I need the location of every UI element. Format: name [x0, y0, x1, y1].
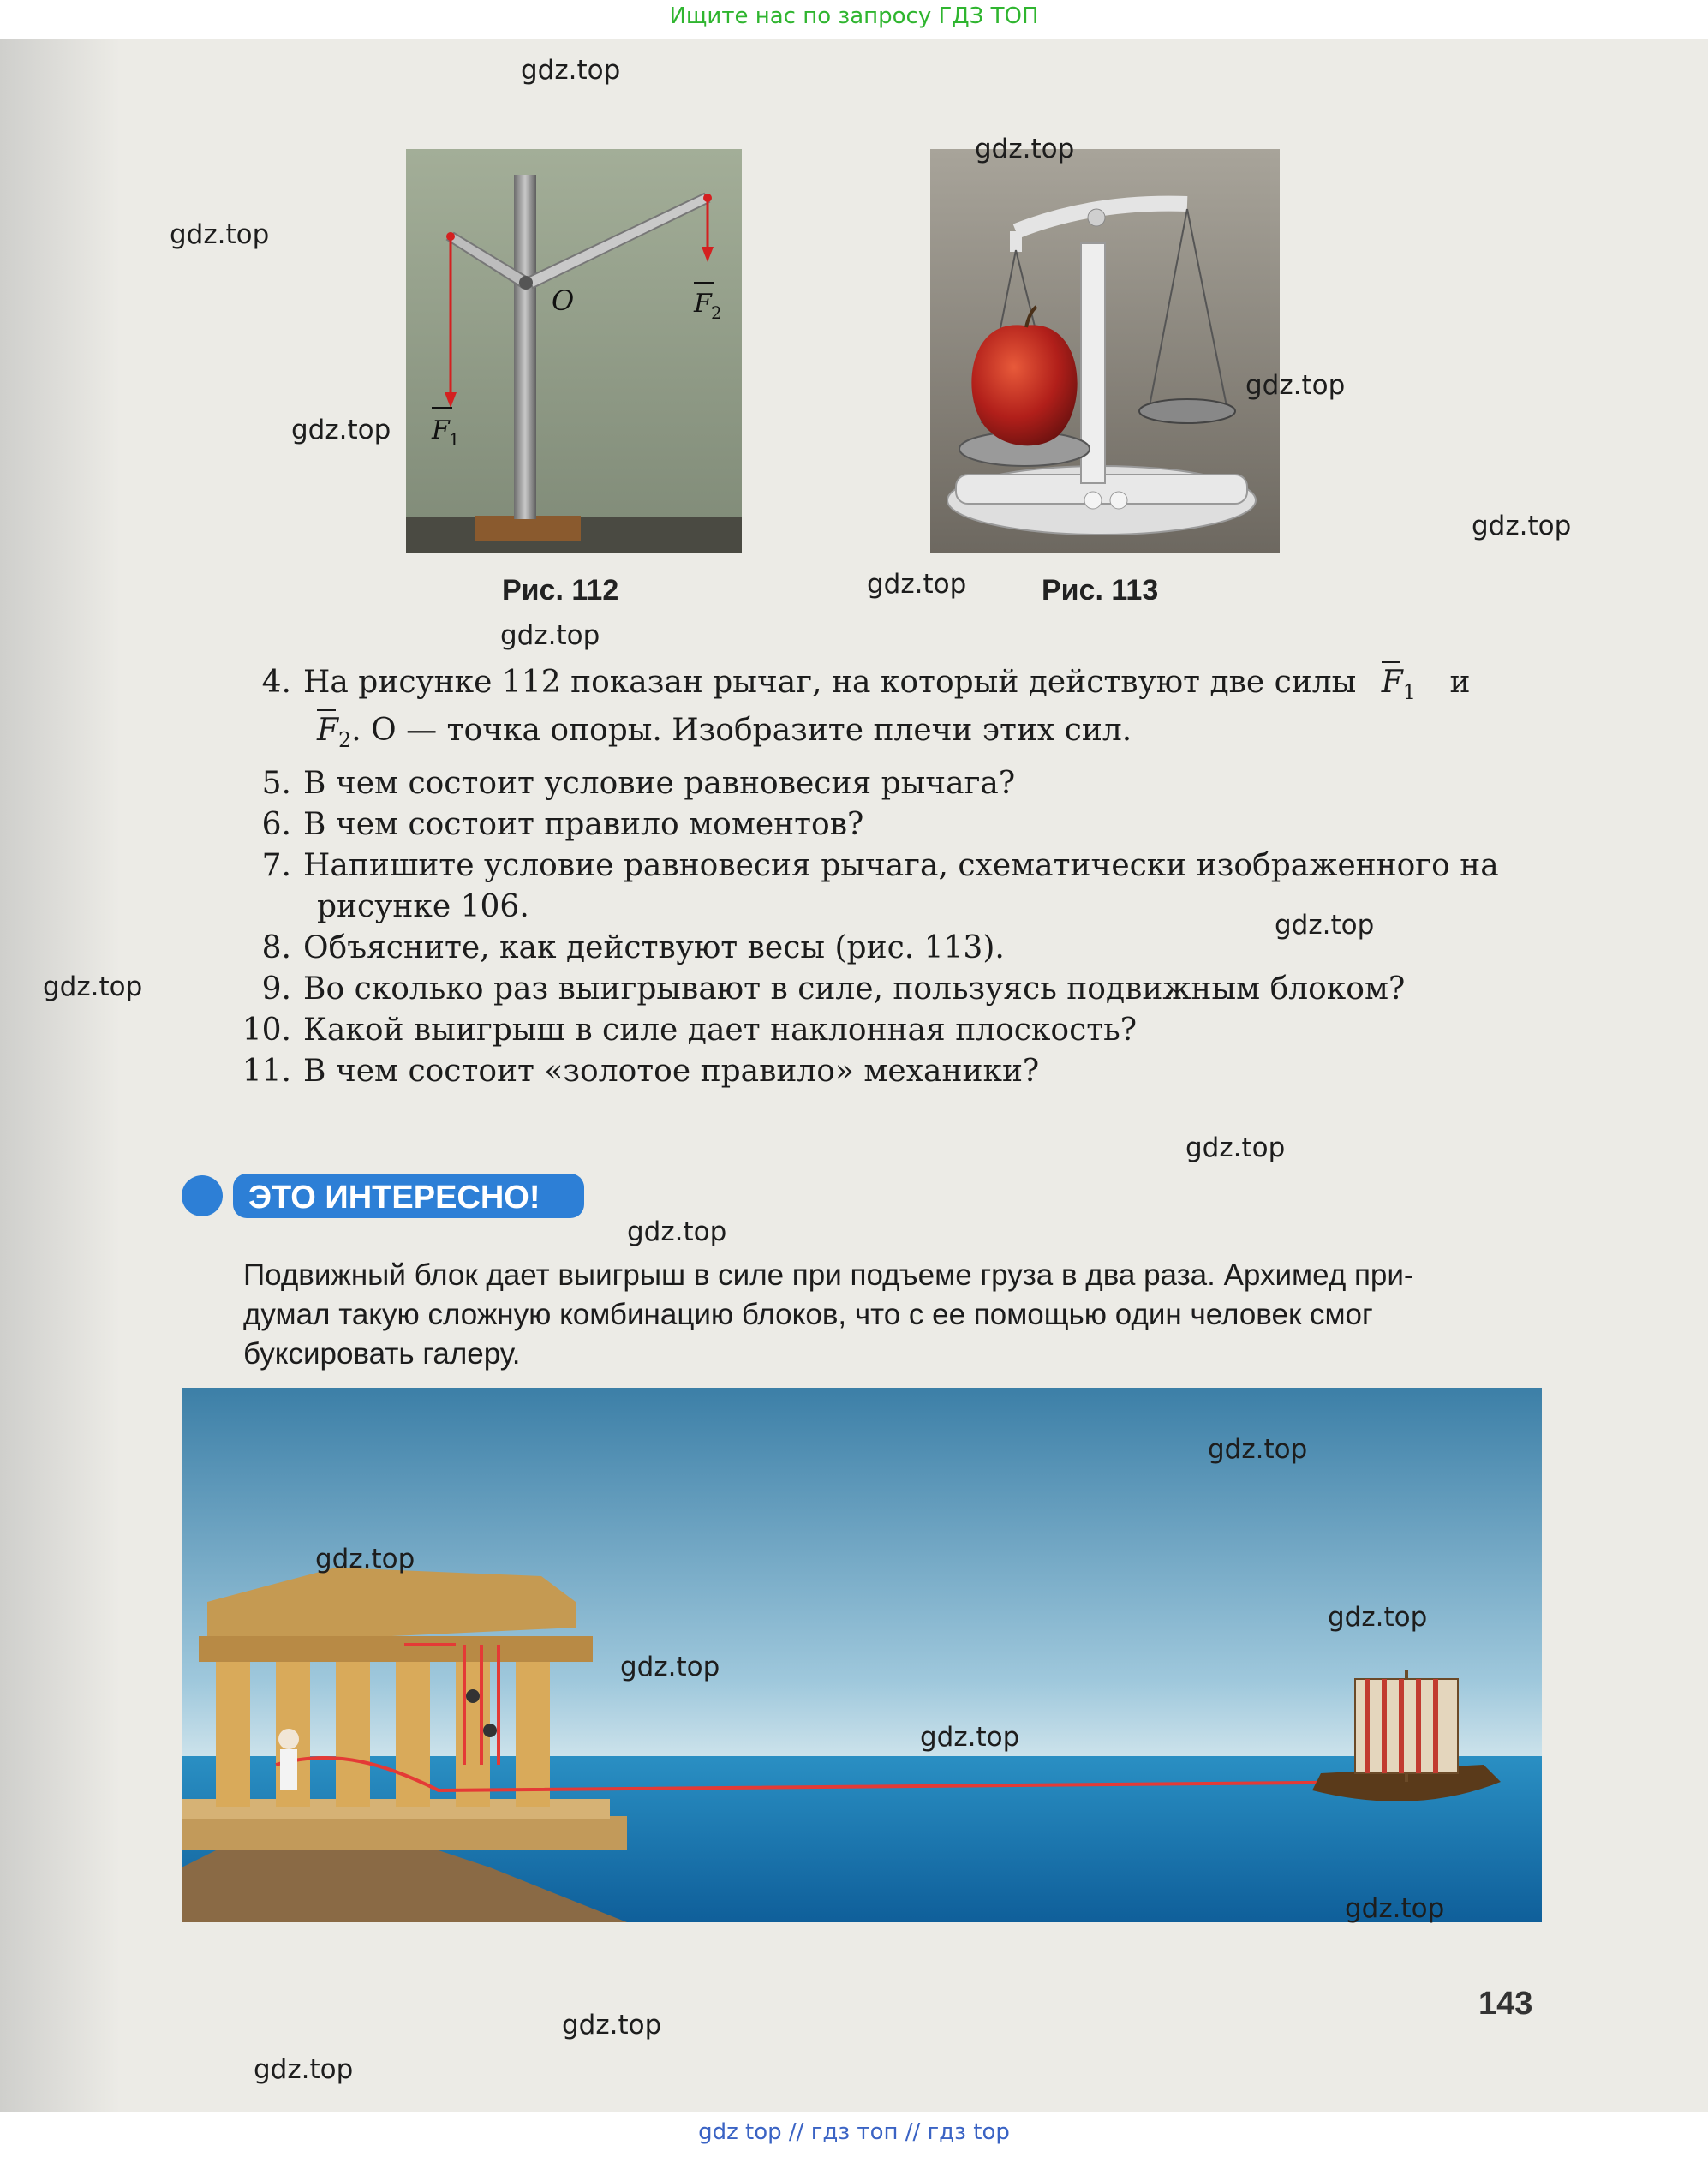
question-8 [231, 930, 1005, 965]
question-4-line-1 [231, 665, 1470, 704]
watermark: gdz.top [1245, 370, 1346, 401]
figure-113-caption: Рис. 113 [1042, 574, 1159, 606]
question-number: 7. [261, 848, 291, 883]
pivot-label: O [552, 284, 575, 317]
watermark: gdz.top [1275, 910, 1375, 941]
question-text: Во сколько раз выигрывают в силе, пользуясь подвижным блоком? [303, 971, 1406, 1007]
page-number: 143 [1478, 1986, 1533, 2022]
watermark: gdz.top [315, 1544, 415, 1574]
watermark: gdz.top [1328, 1602, 1428, 1633]
bottom-banner[interactable]: gdz top // гдз топ // гдз top [698, 2119, 1010, 2145]
force-f1-inline [1382, 665, 1416, 704]
watermark: gdz.top [867, 569, 967, 600]
question-number: 8. [261, 930, 291, 965]
question-text: рисунке 106. [317, 889, 529, 924]
watermark: gdz.top [1345, 1893, 1445, 1924]
question-text: . O — точка опоры. Изобразите плечи этих сил. [351, 713, 1132, 748]
force-f2-inline [317, 713, 351, 752]
force-symbol: F [1381, 665, 1403, 700]
watermark: gdz.top [627, 1216, 727, 1247]
interest-line: буксировать галеру. [243, 1337, 521, 1371]
question-number: 10. [242, 1013, 291, 1048]
interest-line: думал такую сложную комбинацию блоков, что с ее помощью один человек смог [243, 1298, 1373, 1331]
watermark: gdz.top [562, 2010, 662, 2040]
watermark: gdz.top [1472, 511, 1572, 541]
question-number: 4. [261, 665, 291, 700]
force-f2-label: F [694, 289, 712, 319]
watermark: gdz.top [521, 55, 621, 86]
top-banner[interactable]: Ищите нас по запросу ГДЗ ТОП [669, 3, 1039, 29]
question-7 [231, 848, 1499, 883]
question-text: Какой выигрыш в силе дает наклонная плоскость? [303, 1013, 1138, 1048]
interest-badge [180, 1168, 591, 1223]
conjunction: и [1449, 665, 1471, 700]
question-number: 5. [261, 766, 291, 801]
force-f1-subscript: 1 [449, 429, 460, 450]
watermark: gdz.top [1185, 1132, 1286, 1163]
force-f2-subscript: 2 [711, 302, 722, 323]
watermark: gdz.top [1208, 1434, 1308, 1465]
watermark: gdz.top [170, 219, 270, 250]
question-number: 11. [242, 1054, 291, 1089]
watermark: gdz.top [291, 415, 391, 445]
force-subscript: 1 [1402, 680, 1417, 705]
question-11 [231, 1054, 1039, 1089]
question-text: Объясните, как действуют весы (рис. 113). [303, 930, 1005, 965]
archimedes-galley-illustration [182, 1388, 1542, 1922]
question-5 [231, 766, 1015, 801]
interest-line: Подвижный блок дает выигрыш в силе при подъеме груза в два раза. Архимед при- [243, 1258, 1414, 1292]
watermark: gdz.top [620, 1652, 720, 1682]
question-text: Напишите условие равновесия рычага, схематически изображенного на [303, 848, 1499, 883]
question-6 [231, 807, 863, 842]
force-subscript: 2 [337, 728, 352, 753]
force-f1-label: F [432, 415, 450, 445]
question-text: В чем состоит «золотое правило» механики? [303, 1054, 1040, 1089]
question-text: На рисунке 112 показан рычаг, на который действуют две силы [303, 665, 1357, 700]
watermark: gdz.top [43, 971, 143, 1002]
watermark: gdz.top [920, 1722, 1020, 1753]
watermark: gdz.top [500, 620, 600, 651]
question-number: 9. [261, 971, 291, 1007]
watermark: gdz.top [975, 134, 1075, 164]
page-binding-shadow [0, 39, 120, 2112]
question-text: В чем состоит правило моментов? [303, 807, 864, 842]
interest-paragraph [243, 1256, 1545, 1374]
question-4-line-2 [317, 713, 1132, 752]
interest-title: ЭТО ИНТЕРЕСНО! [248, 1180, 540, 1216]
question-text: В чем состоит условие равновесия рычага? [303, 766, 1016, 801]
question-9 [231, 971, 1405, 1007]
question-10 [231, 1013, 1137, 1048]
force-symbol: F [317, 713, 338, 748]
watermark: gdz.top [254, 2054, 354, 2085]
figure-112-lever [406, 149, 742, 553]
figure-112-caption: Рис. 112 [502, 574, 619, 606]
question-number: 6. [261, 807, 291, 842]
question-7-line-2 [317, 889, 529, 924]
figure-113-scales [930, 149, 1280, 553]
